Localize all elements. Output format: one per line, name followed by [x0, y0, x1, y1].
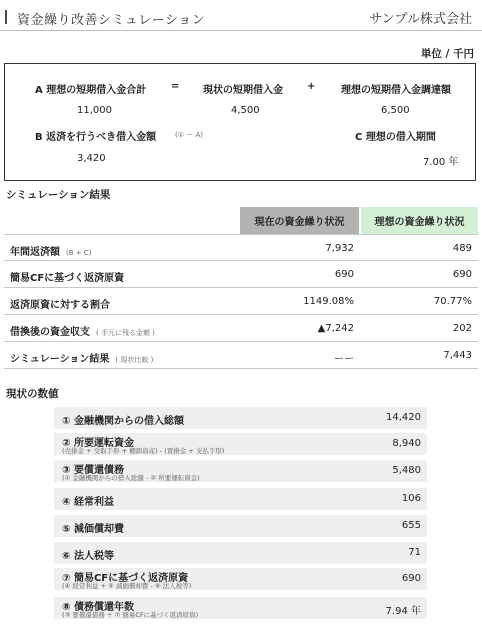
column-header-current: 現在の資金繰り状況 [240, 207, 359, 234]
current-short-term-value: 4,500 [231, 105, 260, 116]
row-label: シミュレーション結果 ( 現状比較 ) [10, 354, 154, 365]
list-item [54, 568, 427, 590]
item-value: 71 [408, 547, 421, 558]
page-header [0, 0, 482, 34]
current-value: 1149.08% [303, 296, 354, 307]
current-value: ーー [334, 354, 354, 365]
b-value: 3,420 [77, 153, 106, 164]
table-row [4, 234, 478, 261]
b-label: B 返済を行うべき借入金額 [35, 132, 157, 143]
list-item [54, 597, 427, 619]
ideal-value: 7,443 [443, 350, 472, 361]
a-value: 11,000 [77, 105, 112, 116]
item-formula: (④ 経常利益 + ⑤ 減価償却費 - ⑥ 法人税等) [62, 582, 192, 590]
ideal-short-term-label: 理想の短期借入金調達額 [341, 85, 451, 96]
list-item [54, 542, 427, 564]
row-label: 借換後の資金収支 ( 手元に残る金額 ) [10, 327, 155, 338]
item-value: 14,420 [386, 412, 421, 423]
ideal-short-term-value: 6,500 [381, 105, 410, 116]
item-value: 5,480 [392, 465, 421, 476]
row-note: ( 手元に残る金額 ) [96, 329, 155, 337]
column-header-ideal: 理想の資金繰り状況 [361, 207, 478, 234]
header-divider [0, 30, 482, 31]
a-label: A 理想の短期借入金合計 [35, 85, 147, 96]
ideal-value: 489 [452, 243, 472, 254]
row-label: 簡易CFに基づく返済原資 [10, 273, 125, 284]
ideal-value: 690 [452, 269, 472, 280]
row-note: ( 現状比較 ) [115, 356, 154, 364]
table-row [4, 288, 478, 315]
current-value: 690 [334, 269, 354, 280]
row-note: (B + C) [66, 249, 92, 257]
c-label: C 理想の借入期間 [355, 132, 436, 143]
table-row [4, 261, 478, 288]
item-label: ② 所要運転資金 [62, 438, 134, 449]
ideal-value: 202 [452, 323, 472, 334]
item-value: 106 [401, 493, 421, 504]
page-title: 資金繰り改善シミュレーション [17, 13, 206, 28]
row-label: 返済原資に対する割合 [10, 300, 110, 311]
current-value: ▲7,242 [317, 323, 354, 334]
unit-label: 単位 / 千円 [420, 48, 474, 60]
equals-sign: = [171, 81, 180, 92]
item-formula: (① 金融機関からの借入総額 - ② 所要運転資金) [62, 474, 200, 482]
row-label: 年間返済額 (B + C) [10, 247, 92, 258]
table-row [4, 342, 478, 369]
summary-box [4, 63, 476, 181]
current-values-section-title: 現状の数値 [6, 388, 59, 400]
list-item [54, 407, 427, 429]
simulation-section-title: シミュレーション結果 [6, 189, 111, 201]
item-value: 8,940 [392, 438, 421, 449]
item-formula: (③ 要償還債務 ÷ ⑦ 簡易CFに基づく返済原資) [62, 611, 199, 619]
ideal-value: 70.77% [433, 296, 472, 307]
b-formula: (① ー A) [175, 131, 203, 139]
item-label: ① 金融機関からの借入総額 [62, 416, 184, 427]
item-label: ⑧ 債務償還年数 [62, 602, 134, 613]
item-label: ⑥ 法人税等 [62, 551, 114, 562]
item-label: ⑦ 簡易CFに基づく返済原資 [62, 573, 189, 584]
list-item [54, 488, 427, 510]
item-label: ④ 経常利益 [62, 497, 114, 508]
item-value: 690 [401, 573, 421, 584]
current-value: 7,932 [325, 243, 354, 254]
list-item [54, 433, 427, 455]
item-label: ③ 要償還債務 [62, 465, 124, 476]
table-row [4, 315, 478, 342]
item-value: 7.94 年 [385, 606, 421, 617]
item-value: 655 [401, 520, 421, 531]
c-value: 7.00 年 [423, 157, 459, 168]
list-item [54, 460, 427, 482]
plus-sign: + [307, 81, 316, 92]
current-short-term-label: 現状の短期借入金 [203, 85, 283, 96]
company-name: サンプル株式会社 [369, 12, 472, 27]
item-formula: (売掛金 + 受取手形 + 棚卸資産) - (買掛金 + 支払手形) [62, 447, 225, 455]
title-accent-bar [5, 10, 7, 24]
item-label: ⑤ 減価償却費 [62, 524, 124, 535]
list-item [54, 515, 427, 537]
